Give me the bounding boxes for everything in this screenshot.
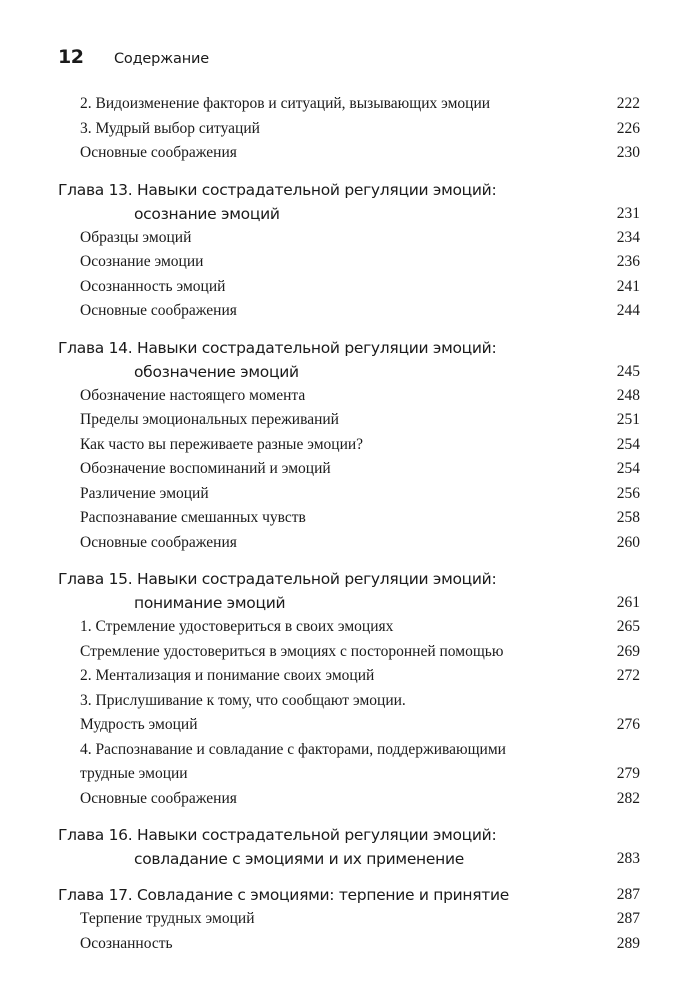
toc-entry: [0, 713, 698, 738]
toc-entry-title: Пределы эмоциональных переживаний: [80, 411, 339, 428]
toc-entry: [0, 615, 698, 640]
toc-entry-page: 234: [616, 228, 640, 246]
chapter-heading: [0, 823, 698, 871]
toc-entry-page: 241: [616, 277, 640, 295]
toc-entry: [0, 299, 698, 324]
toc-entry-title: Образцы эмоций: [80, 228, 192, 246]
toc-entry-page: 289: [616, 934, 640, 952]
chapter-heading: [0, 883, 698, 907]
toc-entry: [0, 433, 698, 458]
toc-entry-title: 3. Прислушивание к тому, что сообщают эмоции.: [80, 691, 406, 709]
toc-entry: [0, 907, 698, 932]
toc-entry-title: Мудрость эмоций: [80, 716, 198, 733]
toc-entry-title: Обозначение воспоминаний и эмоций: [80, 460, 331, 477]
chapter-page: 231: [616, 204, 640, 222]
chapter-subtitle: понимание эмоций: [134, 594, 286, 612]
toc-entry: [0, 531, 698, 556]
toc-entry: [0, 932, 698, 957]
chapter-title: Глава 16. Навыки сострадательной регуляции эмоций:: [58, 826, 497, 844]
toc-entry-title: 2. Ментализация и понимание своих эмоций: [80, 667, 375, 684]
toc-entry-page: 258: [616, 509, 640, 526]
toc-entry-page: 236: [616, 253, 640, 270]
chapter-heading: [0, 567, 698, 615]
toc-entry-title: Различение эмоций: [80, 484, 209, 502]
toc-entry: [0, 141, 698, 166]
toc-entry-title: Основные соображения: [80, 302, 237, 319]
toc-entry-page: 269: [616, 642, 640, 660]
toc-entry: [0, 226, 698, 251]
toc-entry: [0, 787, 698, 812]
toc-entry: [0, 482, 698, 507]
toc-entry-title: Как часто вы переживаете разные эмоции?: [80, 435, 364, 453]
toc-entry-page: 272: [616, 667, 640, 684]
toc-entry: [0, 92, 698, 117]
chapter-subtitle: совладание с эмоциями и их применение: [134, 850, 464, 868]
toc-entry-title: Основные соображения: [80, 533, 237, 551]
toc-entry-title: Осознанность эмоций: [80, 277, 226, 295]
chapter-title: Глава 13. Навыки сострадательной регуляции эмоций:: [58, 180, 497, 199]
toc-entry-page: 254: [616, 460, 640, 477]
running-head: [58, 46, 209, 68]
toc-entry-title: Обозначение настоящего момента: [80, 386, 306, 404]
toc-entry: [0, 457, 698, 482]
toc-entry-title: 2. Видоизменение факторов и ситуаций, вызывающих эмоции: [80, 95, 491, 112]
toc-entry-page: 279: [616, 765, 640, 782]
table-of-contents: [0, 92, 698, 956]
toc-entry-page: 244: [616, 302, 640, 319]
toc-entry-title: 1. Стремление удостовериться в своих эмоциях: [80, 618, 394, 635]
chapter-title: Глава 17. Совладание с эмоциями: терпение и принятие: [58, 886, 510, 904]
toc-entry-page: 276: [616, 716, 640, 733]
toc-entry-page: 230: [616, 144, 640, 161]
toc-entry: [0, 384, 698, 409]
page-number: 12: [58, 46, 84, 68]
toc-entry: [0, 506, 698, 531]
toc-entry-title: Распознавание смешанных чувств: [80, 509, 306, 526]
chapter-title: Глава 15. Навыки сострадательной регуляции эмоций:: [58, 570, 497, 588]
toc-entry-title: Стремление удостовериться в эмоциях с посторонней помощью: [80, 642, 504, 660]
chapter-page: 287: [616, 886, 640, 903]
chapter-page: 283: [616, 850, 640, 867]
toc-entry-title: трудные эмоции: [80, 765, 188, 782]
toc-entry-page: 248: [616, 386, 640, 404]
section-name: Содержание: [114, 51, 209, 67]
chapter-heading: [0, 336, 698, 384]
toc-entry-page: 226: [616, 119, 640, 137]
chapter-subtitle: обозначение эмоций: [134, 362, 299, 381]
toc-entry: [0, 762, 698, 787]
toc-entry: [0, 640, 698, 665]
toc-entry: [0, 117, 698, 142]
toc-entry: [0, 275, 698, 300]
toc-entry: [0, 408, 698, 433]
toc-entry: [0, 738, 698, 763]
toc-entry-page: 254: [616, 435, 640, 453]
chapter-page: 245: [616, 362, 640, 380]
toc-entry-title: Терпение трудных эмоций: [80, 910, 255, 927]
toc-entry-page: 222: [616, 95, 640, 112]
toc-entry-page: 251: [616, 411, 640, 428]
toc-entry-page: 256: [616, 484, 640, 502]
toc-entry: [0, 664, 698, 689]
toc-entry-page: 265: [616, 618, 640, 635]
chapter-title: Глава 14. Навыки сострадательной регуляции эмоций:: [58, 338, 497, 357]
chapter-subtitle: осознание эмоций: [134, 204, 280, 223]
chapter-page: 261: [616, 594, 640, 611]
toc-entry: [0, 689, 698, 714]
toc-entry-page: 260: [616, 533, 640, 551]
toc-entry-title: 3. Мудрый выбор ситуаций: [80, 119, 260, 137]
toc-entry: [0, 250, 698, 275]
toc-entry-title: Основные соображения: [80, 789, 237, 807]
toc-entry-title: Основные соображения: [80, 144, 237, 161]
toc-entry-page: 287: [616, 910, 640, 927]
chapter-heading: [0, 178, 698, 226]
toc-entry-title: Осознанность: [80, 934, 173, 952]
toc-entry-title: Осознание эмоции: [80, 253, 204, 270]
toc-entry-page: 282: [616, 789, 640, 807]
toc-entry-title: 4. Распознавание и совладание с факторами, поддерживающими: [80, 740, 506, 758]
